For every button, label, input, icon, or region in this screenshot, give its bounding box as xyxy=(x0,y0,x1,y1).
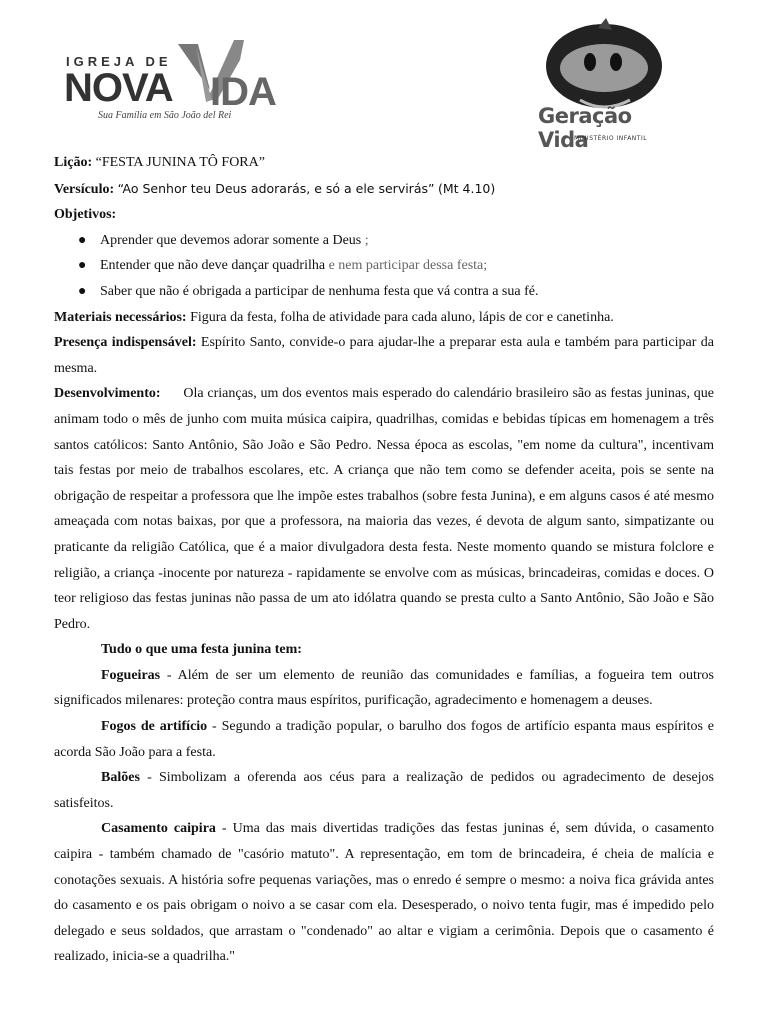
objetivo-text: Entender que não deve dançar quadrilha xyxy=(100,258,326,274)
objetivo-text: Saber que não é obrigada a participar de nenhuma festa que vá contra a sua fé. xyxy=(100,283,539,299)
tudo-heading-line xyxy=(54,637,714,663)
list-item xyxy=(78,279,714,305)
bullet-icon: ● xyxy=(78,283,87,299)
materiais-value: Figura da festa, folha de atividade para cada aluno, lápis de cor e canetinha. xyxy=(186,309,614,325)
logo-slogan: Sua Família em São João del Rei xyxy=(98,110,232,121)
list-item xyxy=(78,228,714,254)
desenvolvimento-text: Ola crianças, um dos eventos mais esperado do calendário brasileiro são as festas juninas, que animam todo o mês de junho com muita música caipira, quadrilhas, comidas e bebidas típicas em homenagem a três santos católicos: Santo Antônio, São João e São Pedro. Nessa época as escolas, "em nome da cultura", incentivam tais festas por meio de trabalhos escolares, etc. A criança que não tem como se defender aceita, pois se sente na obrigação de respeitar a professora que lhe impõe estes trabalhos (sobre festa Junina), e em alguns casos é até mesmo ameaçada com notas baixas, por que a professora, na maioria das vezes, é devota de algum santo, simpatizante ou praticante da religião Católica, que é a maior divulgadora desta festa. Neste momento quando se mistura folclore e religião, a criança -inocente por natureza - rapidamente se envolve com as músicas, brincadeiras, comidas e doces. O teor religioso das festas juninas não passa de um ato idólatra quando se presta culto a Santo Antônio, São João e São Pedro. xyxy=(54,386,715,632)
tudo-heading: Tudo o que uma festa junina tem: xyxy=(101,642,302,658)
presenca-paragraph xyxy=(54,330,714,381)
desenvolvimento-label: Desenvolvimento: xyxy=(54,386,161,402)
item-text: - Simbolizam a oferenda aos céus para a realização de pedidos ou agradecimento de desejos satisfeitos. xyxy=(54,770,714,811)
objetivo-tail: ; xyxy=(361,232,369,248)
licao-line xyxy=(54,150,714,176)
logo-subtitle: MINISTÉRIO INFANTIL xyxy=(574,135,648,142)
item-paragraph xyxy=(54,714,714,765)
versiculo-label: Versículo: xyxy=(54,181,115,197)
item-text: - Além de ser um elemento de reunião das comunidades e famílias, a fogueira tem outros significados milenares: proteção contra maus espíritos, purificação, agradecimento e homenagem a deuses. xyxy=(54,667,714,709)
licao-value: “FESTA JUNINA TÔ FORA” xyxy=(95,155,265,170)
objetivos-label: Objetivos: xyxy=(54,207,117,223)
item-label: Fogos de artifício xyxy=(101,719,208,735)
bullet-icon: ● xyxy=(78,232,87,248)
desenvolvimento-paragraph xyxy=(54,381,714,637)
logo-top-text: IGREJA DE xyxy=(66,54,172,69)
bullet-icon: ● xyxy=(78,258,87,274)
presenca-label: Presença indispensável: xyxy=(54,335,197,351)
licao-label: Lição: xyxy=(54,155,93,170)
list-item xyxy=(78,253,714,279)
item-text: - Uma das mais divertidas tradições das festas juninas é, sem dúvida, o casamento caipira - também chamado de "casório matuto". A representação, em tom de brincadeira, é cheia de malícia e conotações sexuais. A história sofre pequenas variações, mas o enredo é sempre o mesmo: a noiva fica grávida antes do casamento e os pais obrigam o noivo a se casar com ela. Desesperado, o noivo tenta fugir, mas é impedido pelo delegado e seus soldados, que arrastam o "condenado" ao altar e vigiam a cerimônia. Depois que o casamento é realizado, inicia-se a quadrilha." xyxy=(54,821,714,965)
item-label: Casamento caipira xyxy=(101,821,216,837)
objetivos-list xyxy=(54,228,714,305)
item-label: Balões xyxy=(101,770,140,786)
materiais-line xyxy=(54,305,714,331)
logo-main-text-tail: IDA xyxy=(210,70,276,114)
item-paragraph xyxy=(54,765,714,816)
cartoon-face-icon xyxy=(540,18,668,110)
item-text: - Segundo a tradição popular, o barulho dos fogos de artifício espanta maus espíritos e acorda São João para a festa. xyxy=(54,719,714,760)
versiculo-line xyxy=(54,176,714,203)
objetivo-text: Aprender que devemos adorar somente a Deus xyxy=(100,232,362,248)
objetivo-tail: e nem participar dessa festa; xyxy=(325,258,488,274)
geracao-vida-logo xyxy=(526,18,682,152)
materiais-label: Materiais necessários: xyxy=(54,309,187,325)
versiculo-ref: (Mt 4.10) xyxy=(437,180,496,196)
item-label: Fogueiras xyxy=(101,667,161,683)
presenca-value: Espírito Santo, convide-o para ajudar-lhe a preparar esta aula e também para participar da mesma. xyxy=(54,335,714,376)
versiculo-quote: “Ao Senhor teu Deus adorarás, e só a ele servirás” xyxy=(117,180,435,196)
logo-title: Geração Vida xyxy=(538,104,632,152)
nova-vida-logo xyxy=(62,40,292,126)
logo-main-text: NOVA xyxy=(64,66,173,110)
item-paragraph xyxy=(54,816,714,970)
objetivos-line xyxy=(54,202,714,228)
item-paragraph xyxy=(54,663,714,714)
lesson-content xyxy=(54,150,714,970)
